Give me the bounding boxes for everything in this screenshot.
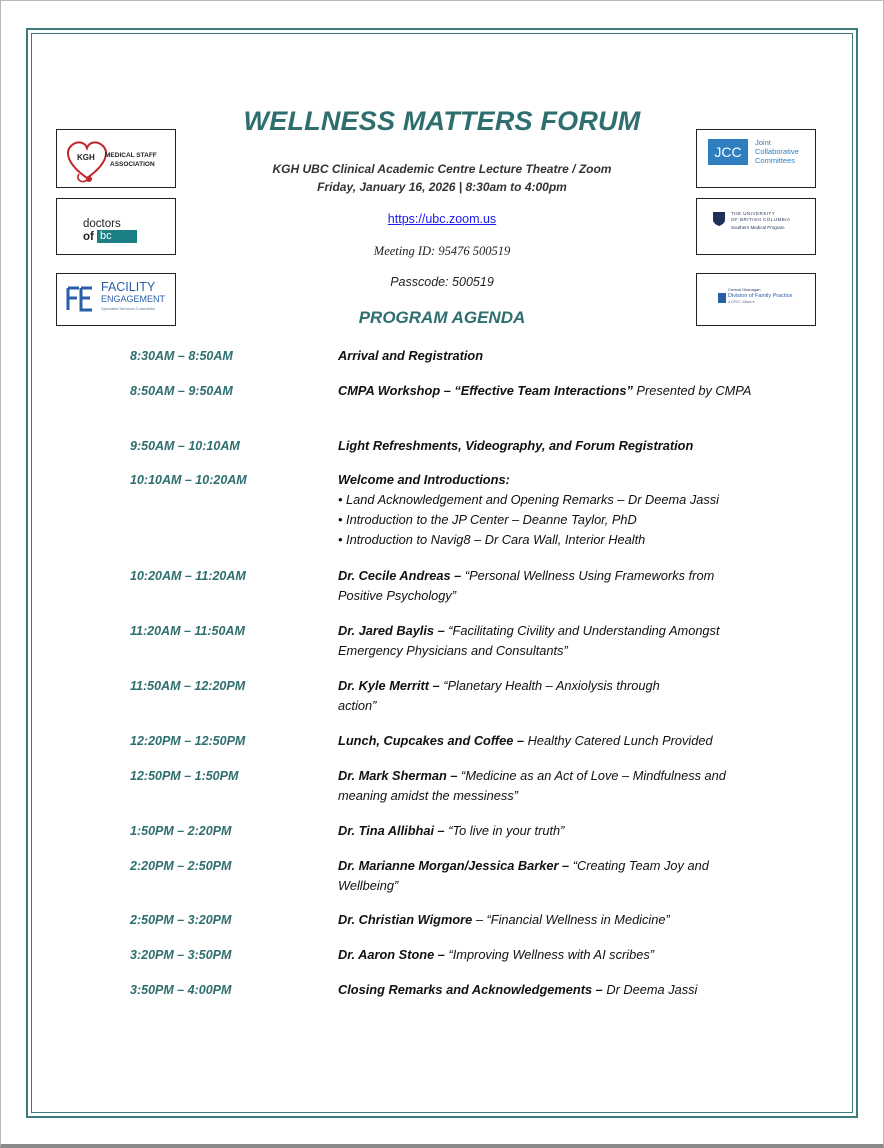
- agenda-item: [338, 676, 698, 716]
- zoom-link[interactable]: https://ubc.zoom.us: [387, 212, 497, 226]
- agenda-time: 8:50AM – 9:50AM: [130, 384, 233, 398]
- agenda-speaker: Dr. Jared Baylis –: [338, 623, 445, 638]
- kgh-badge: KGH: [77, 153, 95, 162]
- agenda-speaker: Lunch, Cupcakes and Coffee –: [338, 733, 525, 748]
- agenda-topic: “Medicine as an Act of Love – Mindfulness and meaning amidst the messiness”: [338, 768, 726, 803]
- divfp-line1: Central Okanagan: [728, 287, 761, 292]
- ubc-line2: OF BRITISH COLUMBIA: [731, 217, 791, 222]
- agenda-time: 2:20PM – 2:50PM: [130, 859, 232, 873]
- agenda-time: 11:20AM – 11:50AM: [130, 624, 245, 638]
- agenda-item: [338, 436, 758, 456]
- agenda-time: 10:20AM – 11:20AM: [130, 569, 246, 583]
- agenda-speaker: CMPA Workshop – “Effective Team Interactions”: [338, 383, 633, 398]
- agenda-speaker: Light Refreshments, Videography, and Forum Registration: [338, 438, 694, 453]
- ubc-logo: [696, 198, 816, 255]
- meeting-id: Meeting ID: 95476 500519: [373, 244, 511, 258]
- agenda-time: 3:50PM – 4:00PM: [130, 983, 232, 997]
- agenda-bullet: • Land Acknowledgement and Opening Remarks – Dr Deema Jassi: [338, 492, 719, 507]
- agenda-topic: – “Financial Wellness in Medicine”: [472, 912, 670, 927]
- agenda-time: 3:20PM – 3:50PM: [130, 948, 232, 962]
- agenda-time: 11:50AM – 12:20PM: [130, 679, 246, 693]
- agenda-item: [338, 381, 758, 401]
- agenda-time: 1:50PM – 2:20PM: [130, 824, 232, 838]
- jcc-line2: Collaborative: [755, 147, 799, 156]
- heart-stethoscope-icon: [57, 130, 176, 188]
- ubc-line3: Southern Medical Program: [731, 225, 785, 230]
- agenda-speaker: Dr. Cecile Andreas –: [338, 568, 462, 583]
- agenda-heading: PROGRAM AGENDA: [358, 308, 526, 327]
- agenda-item: [338, 470, 758, 550]
- agenda-topic: “Facilitating Civility and Understanding Amongst Emergency Physicians and Consultants”: [338, 623, 720, 658]
- doctors-word: doctors: [83, 218, 121, 230]
- bc-badge: bc: [97, 230, 137, 243]
- agenda-item: [338, 856, 743, 896]
- divfp-line3: A GPSC initiative: [728, 300, 755, 304]
- ubc-line1: THE UNIVERSITY: [731, 211, 776, 216]
- agenda-topic: Healthy Catered Lunch Provided: [524, 733, 713, 748]
- kgh-medical-staff-logo: [56, 129, 176, 188]
- agenda-speaker: Dr. Aaron Stone –: [338, 947, 445, 962]
- agenda-topic: “Personal Wellness Using Frameworks from Positive Psychology”: [338, 568, 715, 603]
- agenda-item: [338, 346, 758, 366]
- agenda-item: [338, 980, 758, 1000]
- agenda-speaker: Dr. Mark Sherman –: [338, 768, 458, 783]
- agenda-time: 10:10AM – 10:20AM: [130, 473, 247, 487]
- kgh-line1: MEDICAL STAFF: [105, 152, 157, 159]
- agenda-item: [338, 766, 738, 806]
- passcode: Passcode: 500519: [390, 275, 494, 289]
- agenda-speaker: Dr. Kyle Merritt –: [338, 678, 440, 693]
- facility-engagement-logo: [56, 273, 176, 326]
- jcc-line3: Committees: [755, 156, 796, 165]
- agenda-topic: Presented by CMPA: [632, 383, 752, 398]
- division-family-practice-logo: [696, 273, 816, 326]
- agenda-speaker: Closing Remarks and Acknowledgements –: [338, 982, 603, 997]
- facility-line2: ENGAGEMENT: [101, 294, 166, 304]
- fe-mark-icon: [65, 284, 95, 314]
- jcc-line1: Joint: [755, 138, 771, 147]
- agenda-bullet: • Introduction to Navig8 – Dr Cara Wall, Interior Health: [338, 532, 646, 547]
- agenda-item: [338, 621, 758, 661]
- agenda-speaker: Welcome and Introductions:: [338, 472, 510, 487]
- agenda-item: [338, 566, 758, 606]
- agenda-topic: Dr Deema Jassi: [602, 982, 698, 997]
- venue-text: KGH UBC Clinical Academic Centre Lecture Theatre / Zoom: [272, 162, 612, 176]
- ubc-crest-icon: [712, 211, 726, 227]
- page-title: WELLNESS MATTERS FORUM: [243, 106, 641, 136]
- agenda-speaker: Dr. Tina Allibhai –: [338, 823, 445, 838]
- agenda-time: 12:50PM – 1:50PM: [130, 769, 239, 783]
- agenda-speaker: Dr. Christian Wigmore: [338, 912, 473, 927]
- agenda-topic: “Improving Wellness with AI scribes”: [444, 947, 654, 962]
- facility-line3: Specialist Services Committee: [101, 306, 156, 311]
- agenda-time: 8:30AM – 8:50AM: [130, 349, 233, 363]
- agenda-speaker: Arrival and Registration: [338, 348, 484, 363]
- division-mark-icon: [718, 293, 726, 303]
- agenda-bullet: • Introduction to the JP Center – Deanne Taylor, PhD: [338, 512, 637, 527]
- agenda-time: 9:50AM – 10:10AM: [130, 439, 240, 453]
- agenda-item: [338, 731, 758, 751]
- agenda-topic: “Planetary Health – Anxiolysis through action”: [338, 678, 660, 713]
- agenda-topic: “Creating Team Joy and Wellbeing”: [338, 858, 709, 893]
- facility-line1: FACILITY: [101, 280, 156, 294]
- date-text: Friday, January 16, 2026 | 8:30am to 4:00pm: [317, 180, 567, 194]
- jcc-logo: [696, 129, 816, 188]
- agenda-item: [338, 910, 758, 930]
- agenda-time: 2:50PM – 3:20PM: [130, 913, 232, 927]
- divfp-line2: Division of Family Practice: [728, 293, 793, 299]
- agenda-time: 12:20PM – 12:50PM: [130, 734, 246, 748]
- jcc-badge: JCC: [708, 139, 748, 165]
- agenda-item: [338, 945, 758, 965]
- agenda-item: [338, 821, 758, 841]
- kgh-line2: ASSOCIATION: [110, 161, 155, 168]
- doctors-of-bc-logo: [56, 198, 176, 255]
- agenda-topic: “To live in your truth”: [444, 823, 565, 838]
- agenda-speaker: Dr. Marianne Morgan/Jessica Barker –: [338, 858, 570, 873]
- of-word: of: [83, 231, 94, 243]
